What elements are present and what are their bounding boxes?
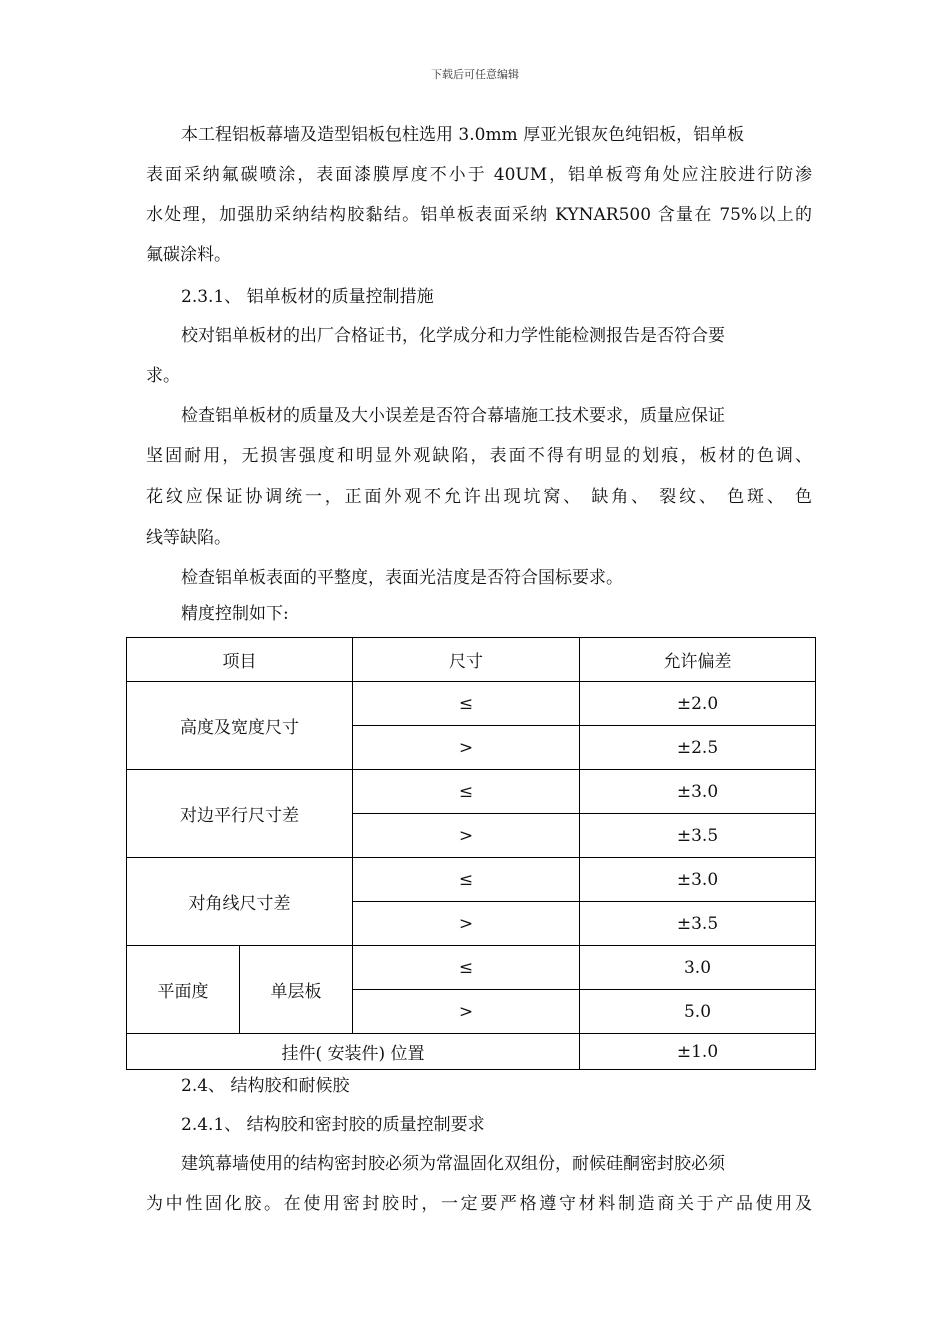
table-size-cell: > bbox=[353, 990, 580, 1034]
table-tolerance-cell: 3.0 bbox=[580, 946, 816, 990]
table-row bbox=[127, 770, 816, 814]
table-item-cell: 对边平行尺寸差 bbox=[127, 770, 353, 858]
table-size-cell: ≤ bbox=[353, 770, 580, 814]
table-header-cell: 尺寸 bbox=[353, 638, 580, 682]
table-subitem-cell: 单层板 bbox=[240, 946, 353, 1034]
table-header-row bbox=[127, 638, 816, 682]
table-row bbox=[127, 682, 816, 726]
table-size-cell: > bbox=[353, 902, 580, 946]
paragraph-line: 求。 bbox=[146, 366, 180, 386]
table-tolerance-cell: 5.0 bbox=[580, 990, 816, 1034]
table-item-cell: 平面度 bbox=[127, 946, 240, 1034]
paragraph-line: 为中性固化胶。在使用密封胶时，一定要严格遵守材料制造商关于产品使用及 bbox=[146, 1194, 812, 1214]
table-tolerance-cell: ±1.0 bbox=[580, 1034, 816, 1070]
paragraph-line: 水处理，加强肋采纳结构胶黏结。铝单板表面采纳 KYNAR500 含量在 75%以上的 bbox=[146, 205, 812, 225]
paragraph-line: 建筑幕墙使用的结构密封胶必须为常温固化双组份，耐候硅酮密封胶必须 bbox=[181, 1154, 725, 1174]
table-row bbox=[127, 858, 816, 902]
paragraph-line: 检查铝单板表面的平整度，表面光洁度是否符合国标要求。 bbox=[181, 568, 623, 588]
table-tolerance-cell: ±2.0 bbox=[580, 682, 816, 726]
table-tolerance-cell: ±2.5 bbox=[580, 726, 816, 770]
section-heading: 2.3.1、 铝单板材的质量控制措施 bbox=[181, 287, 434, 307]
paragraph-line: 氟碳涂料。 bbox=[146, 245, 231, 265]
paragraph-line: 线等缺陷。 bbox=[146, 528, 231, 548]
table-item-cell: 高度及宽度尺寸 bbox=[127, 682, 353, 770]
precision-table bbox=[126, 637, 816, 1070]
table-row bbox=[127, 1034, 816, 1070]
table-item-cell: 挂件( 安装件) 位置 bbox=[127, 1034, 580, 1070]
table-size-cell: ≤ bbox=[353, 946, 580, 990]
table-tolerance-cell: ±3.0 bbox=[580, 770, 816, 814]
paragraph-line: 本工程铝板幕墙及造型铝板包柱选用 3.0mm 厚亚光银灰色纯铝板，铝单板 bbox=[181, 125, 745, 145]
paragraph-line: 花纹应保证协调统一，正面外观不允许出现坑窝、 缺角、 裂纹、 色斑、 色 bbox=[146, 487, 812, 507]
table-item-cell: 对角线尺寸差 bbox=[127, 858, 353, 946]
table-row bbox=[127, 946, 816, 990]
paragraph-line: 坚固耐用，无损害强度和明显外观缺陷，表面不得有明显的划痕，板材的色调、 bbox=[146, 446, 812, 466]
table-size-cell: ≤ bbox=[353, 682, 580, 726]
table-tolerance-cell: ±3.0 bbox=[580, 858, 816, 902]
table-tolerance-cell: ±3.5 bbox=[580, 814, 816, 858]
table-size-cell: > bbox=[353, 814, 580, 858]
table-header-cell: 允许偏差 bbox=[580, 638, 816, 682]
table-size-cell: ≤ bbox=[353, 858, 580, 902]
table-size-cell: > bbox=[353, 726, 580, 770]
paragraph-line: 校对铝单板材的出厂合格证书，化学成分和力学性能检测报告是否符合要 bbox=[181, 326, 725, 346]
section-heading: 2.4、 结构胶和耐候胶 bbox=[181, 1076, 350, 1096]
table-tolerance-cell: ±3.5 bbox=[580, 902, 816, 946]
table-header-cell: 项目 bbox=[127, 638, 353, 682]
page-header: 下载后可任意编辑 bbox=[431, 68, 519, 81]
paragraph-line: 表面采纳氟碳喷涂，表面漆膜厚度不小于 40UM，铝单板弯角处应注胶进行防渗 bbox=[146, 165, 812, 185]
paragraph-line: 检查铝单板材的质量及大小误差是否符合幕墙施工技术要求，质量应保证 bbox=[181, 406, 725, 426]
section-heading: 2.4.1、 结构胶和密封胶的质量控制要求 bbox=[181, 1115, 485, 1135]
paragraph-line: 精度控制如下: bbox=[181, 604, 289, 624]
